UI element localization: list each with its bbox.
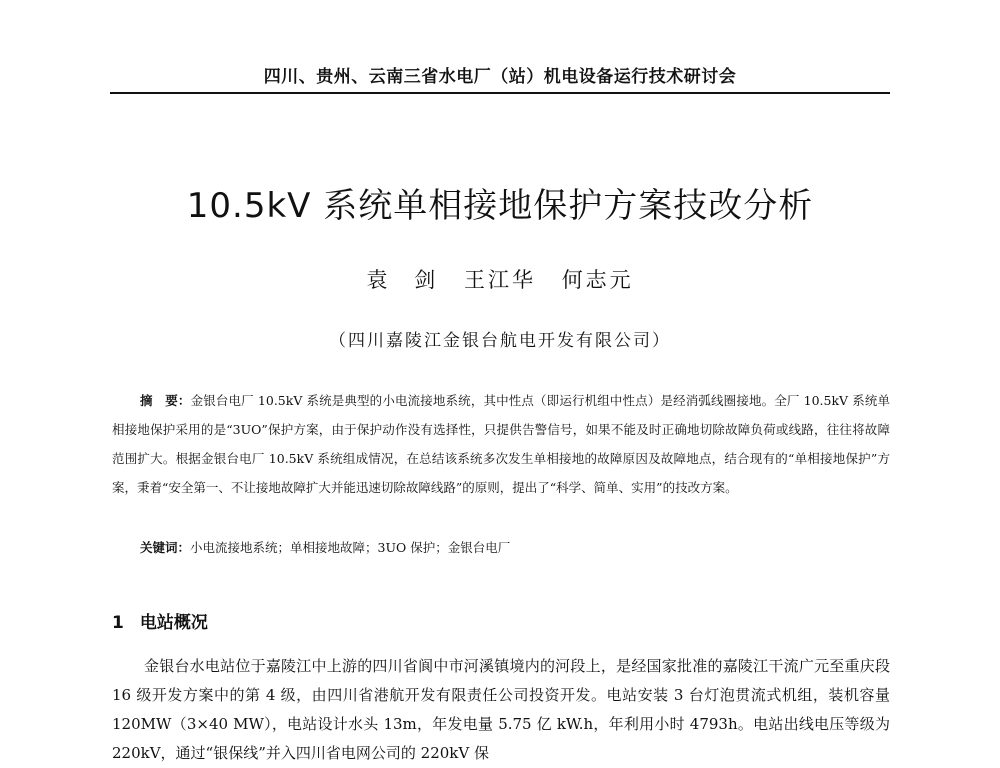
affiliation: （四川嘉陵江金银台航电开发有限公司） [329,331,671,351]
abstract-label: 摘 要： [140,393,191,408]
abstract [112,386,890,502]
header-rule [110,92,890,94]
section-number: 1 [112,613,124,633]
author-name: 王江华 [464,268,536,292]
keywords-text: 小电流接地系统；单相接地故障；3UO 保护；金银台电厂 [190,540,511,555]
section-heading [112,608,208,633]
abstract-text: 金银台电厂 10.5kV 系统是典型的小电流接地系统，其中性点（即运行机组中性点）是经消弧线圈接地。全厂 10.5kV 系统单相接地保护采用的是“3UO”保护方案，由于保护动作没有选择性，只提供告警信号，如果不能及时正确地切除故障负荷或线路，往往将故障范围扩大。根据金银台电厂 10.5kV 系统组成情况，在总结该系统多次发生单相接地的故障原因及故障地点，结合现有的“单相接地保护”方案，秉着“安全第一、不让接地故障扩大并能迅速切除故障线路”的原则，提出了“科学、简单、实用”的技改方案。 [112,393,890,495]
section-title: 电站概况 [139,613,208,633]
keywords-label: 关键词： [140,540,191,555]
author-name: 袁 剑 [366,268,439,292]
body-paragraph: 金银台水电站位于嘉陵江中上游的四川省阆中市河溪镇境内的河段上，是经国家批准的嘉陵江干流广元至重庆段 16 级开发方案中的第 4 级，由四川省港航开发有限责任公司投资开发。电站安装 3 台灯泡贯流式机组，装机容量 120MW（3×40 MW），电站设计水头 13m，年发电量 5.75 亿 kW.h，年利用小时 4793h。电站出线电压等级为 220kV，通过“银保线”并入四川省电网公司的 220kV 保 [112,657,890,762]
author-name: 何志元 [561,268,634,292]
author-list [100,264,900,294]
running-head: 四川、贵州、云南三省水电厂（站）机电设备运行技术研讨会 [263,67,737,87]
keywords [140,538,890,556]
paper-title: 10.5kV 系统单相接地保护方案技改分析 [186,186,814,226]
